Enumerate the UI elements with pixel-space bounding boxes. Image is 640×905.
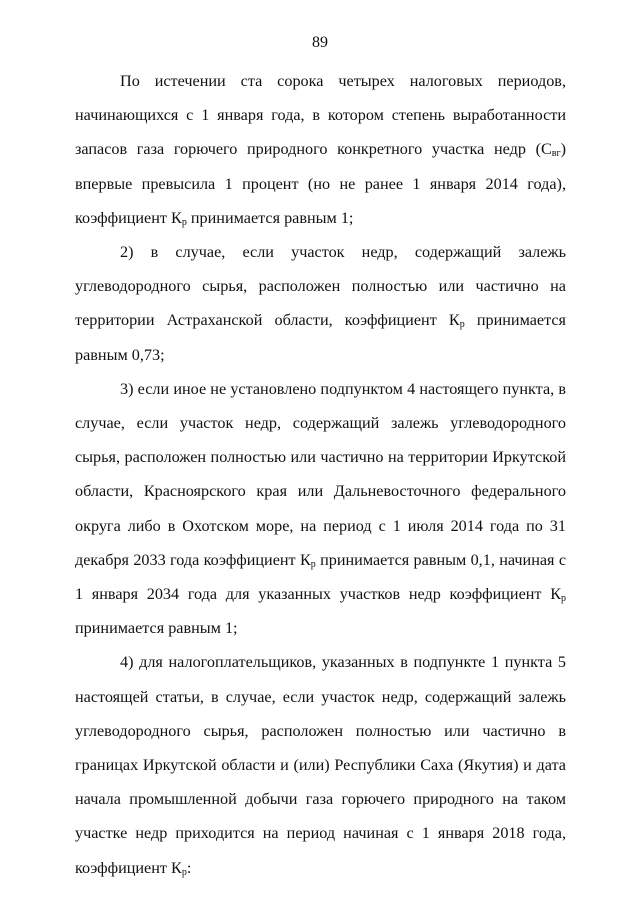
text-run: : (186, 858, 192, 877)
subscript: р (310, 558, 316, 570)
paragraph-item-3 (75, 372, 566, 646)
text-run: принимается равным 1; (75, 619, 238, 638)
paragraph-item-2 (75, 235, 566, 372)
document-body (75, 64, 566, 885)
page-number: 89 (312, 34, 328, 51)
subscript: р (459, 319, 465, 331)
subscript: вг (551, 148, 561, 160)
text-run: По истечении ста сорока четырех налоговых периодов, начинающихся с 1 января года, в котором степень выработанности запасов газа горючего природного конкретного участка недр (С (75, 72, 566, 159)
text-run: принимается равным 0,73; (75, 311, 566, 364)
text-run: 3) если иное не установлено подпунктом 4 настоящего пункта, в случае, если участок недр, содержащий залежь углеводородного сырья, расположен полностью или частично на территории Иркутской области, Красноярского края или Дальневосточного федерального округа либо в Охотском море, на период с 1 июля 2014 года по 31 декабря 2033 года коэффициент К (75, 379, 566, 569)
subscript: р (561, 593, 566, 605)
text-run: ) впервые превысила 1 процент (но не ранее 1 января 2014 года), коэффициент К (75, 140, 566, 227)
subscript: р (181, 216, 187, 228)
text-run: 4) для налогоплательщиков, указанных в подпункте 1 пункта 5 настоящей статьи, в случае, если участок недр, содержащий залежь углеводородного сырья, расположен полностью или частично в границах Иркутской области и (или) Республики Саха (Якутия) и дата начала промышленной добычи газа горючего природного на таком участке недр приходится на период начиная с 1 января 2018 года, коэффициент К (75, 653, 566, 877)
text-run: 2) в случае, если участок недр, содержащий залежь углеводородного сырья, расположен полностью или частично на территории Астраханской области, коэффициент К (75, 243, 566, 330)
text-run: принимается равным 0,1, начиная с 1 января 2034 года для указанных участков недр коэффициент К (75, 550, 566, 604)
paragraph-intro (75, 64, 566, 235)
subscript: р (181, 866, 187, 878)
text-run: принимается равным 1; (186, 208, 354, 227)
paragraph-item-4 (75, 645, 566, 884)
